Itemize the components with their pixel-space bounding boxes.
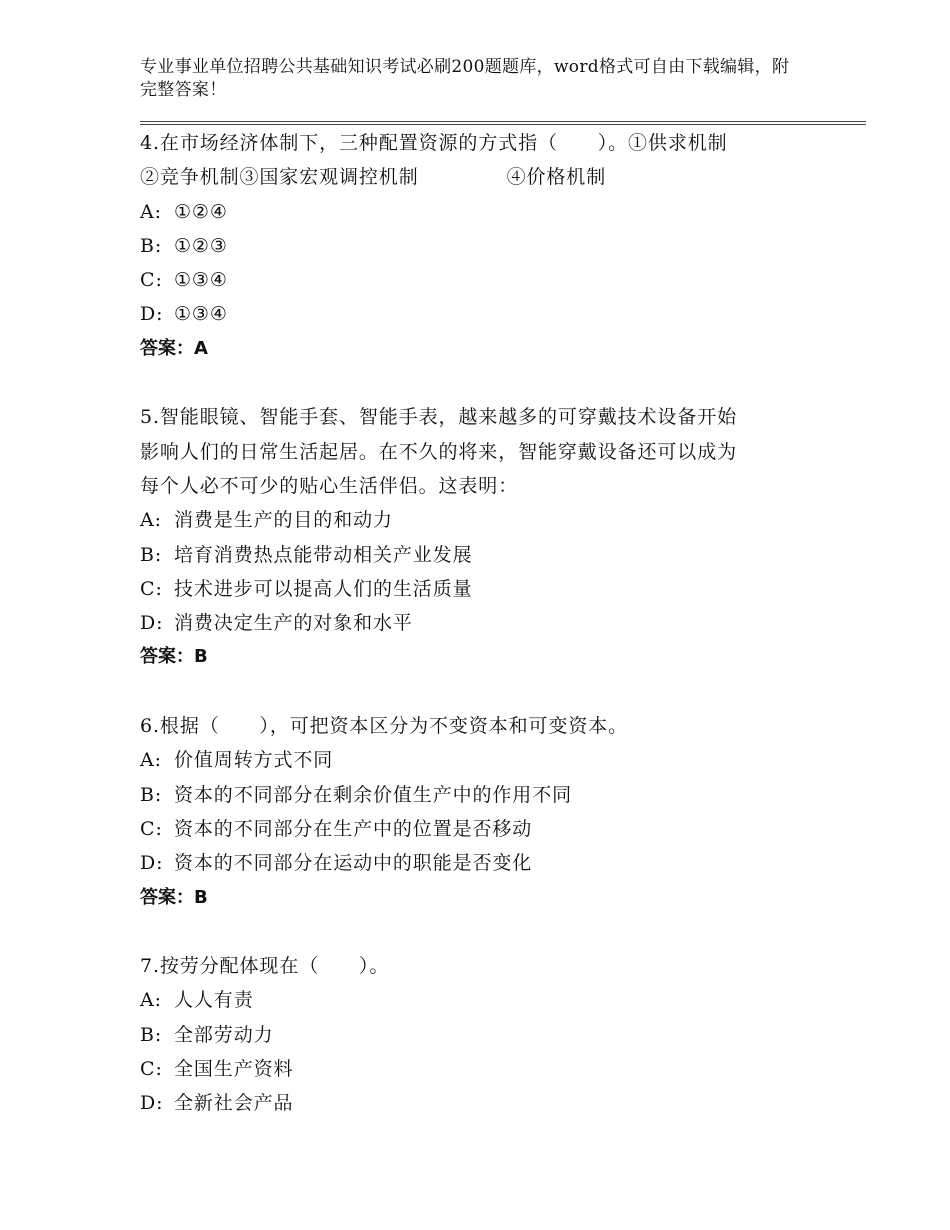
- option-text: 人人有责: [174, 989, 254, 1012]
- option-key: C:: [140, 577, 163, 600]
- option-text: 全部劳动力: [174, 1023, 274, 1046]
- option-d: [140, 606, 866, 640]
- question-stem-line: 每个人必不可少的贴心生活伴侣。这表明：: [140, 474, 519, 497]
- question-stem-line: ②竞争机制③国家宏观调控机制: [140, 166, 419, 189]
- option-c: [140, 812, 866, 846]
- question-stem: [140, 126, 866, 160]
- option-a: [140, 503, 866, 537]
- answer-line: 答案：A: [140, 337, 208, 359]
- option-key: B:: [140, 783, 163, 806]
- option-key: D:: [140, 303, 164, 326]
- question-gap: [140, 675, 866, 709]
- question-5: [140, 400, 866, 674]
- option-text: ①②④: [174, 200, 228, 223]
- option-key: A:: [140, 749, 162, 772]
- option-d: [140, 1086, 866, 1120]
- header-rule-top: [140, 121, 866, 122]
- option-d: [140, 846, 866, 880]
- question-stem-line: ④价格机制: [506, 166, 607, 189]
- answer-line: 答案：B: [140, 646, 208, 668]
- option-key: A:: [140, 200, 162, 223]
- option-b: [140, 229, 866, 263]
- option-a: [140, 743, 866, 777]
- option-text: 培育消费热点能带动相关产业发展: [174, 543, 473, 566]
- option-key: C:: [140, 1058, 163, 1081]
- page-header: 专业事业单位招聘公共基础知识考试必刷200题题库，word格式可自由下载编辑，附完整答案！: [140, 57, 790, 100]
- option-text: ①②③: [174, 234, 228, 257]
- option-b: [140, 538, 866, 572]
- question-stem-line: 6.根据（ ），可把资本区分为不变资本和可变资本。: [140, 715, 629, 738]
- option-text: 资本的不同部分在剩余价值生产中的作用不同: [174, 783, 573, 806]
- option-c: [140, 572, 866, 606]
- option-key: D:: [140, 612, 164, 635]
- option-c: [140, 1052, 866, 1086]
- option-text: 技术进步可以提高人们的生活质量: [174, 577, 473, 600]
- option-c: [140, 263, 866, 297]
- option-key: A:: [140, 989, 162, 1012]
- header-rule-bottom: [140, 124, 866, 125]
- question-gap: [140, 366, 866, 400]
- option-key: B:: [140, 543, 163, 566]
- question-stem-line: 7.按劳分配体现在（ ）。: [140, 955, 390, 978]
- option-key: C:: [140, 269, 163, 292]
- option-text: ①③④: [174, 303, 228, 326]
- option-text: 消费决定生产的对象和水平: [174, 612, 413, 635]
- question-gap: [140, 915, 866, 949]
- option-text: 资本的不同部分在运动中的职能是否变化: [174, 852, 533, 875]
- option-text: 全国生产资料: [174, 1058, 294, 1081]
- option-key: A:: [140, 509, 162, 532]
- question-stem-line: 4.在市场经济体制下，三种配置资源的方式指（ ）。①供求机制: [140, 132, 728, 154]
- option-text: ①③④: [174, 269, 228, 292]
- answer-line: 答案：B: [140, 886, 208, 908]
- option-key: C:: [140, 817, 163, 840]
- option-text: 价值周转方式不同: [174, 749, 334, 772]
- option-d: [140, 297, 866, 331]
- option-b: [140, 1018, 866, 1052]
- question-4: [140, 126, 866, 366]
- question-list: [140, 126, 866, 1121]
- option-key: D:: [140, 1092, 164, 1115]
- option-text: 全新社会产品: [174, 1092, 294, 1115]
- option-a: [140, 983, 866, 1017]
- option-b: [140, 778, 866, 812]
- option-key: B:: [140, 1023, 163, 1046]
- option-text: 资本的不同部分在生产中的位置是否移动: [174, 817, 533, 840]
- option-a: [140, 195, 866, 229]
- option-text: 消费是生产的目的和动力: [174, 509, 393, 532]
- question-stem-line: 5.智能眼镜、智能手套、智能手表，越来越多的可穿戴技术设备开始: [140, 406, 738, 429]
- option-key: D:: [140, 852, 164, 875]
- question-stem-line: 影响人们的日常生活起居。在不久的将来，智能穿戴设备还可以成为: [140, 440, 738, 463]
- question-7: [140, 949, 866, 1120]
- question-6: [140, 709, 866, 915]
- option-key: B:: [140, 234, 163, 257]
- question-stem: [140, 160, 866, 194]
